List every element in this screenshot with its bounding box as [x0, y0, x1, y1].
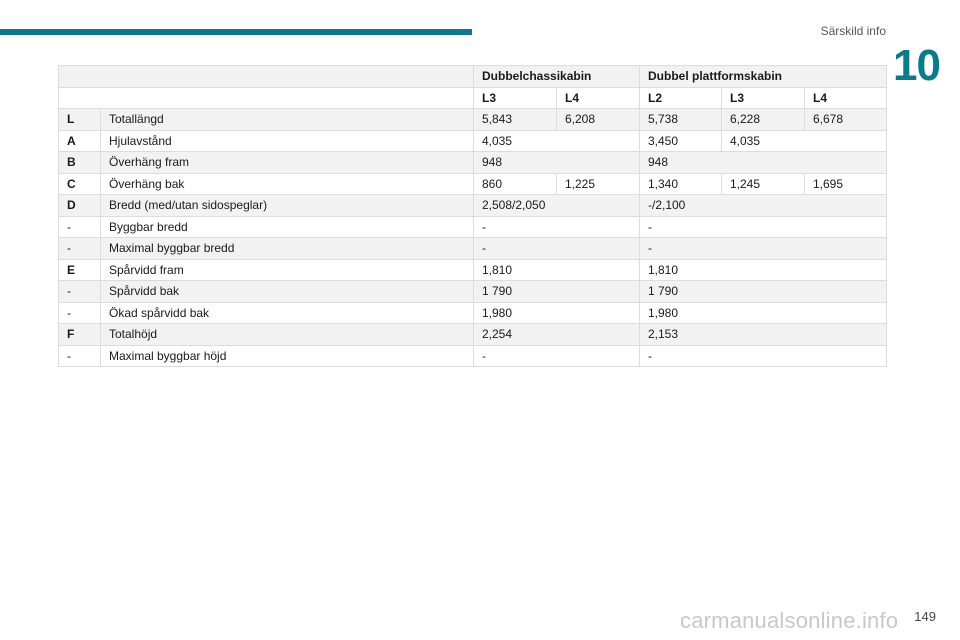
- table-cell: 2,153: [640, 324, 887, 346]
- row-label: Spårvidd fram: [101, 259, 474, 281]
- table-cell: 6,208: [557, 109, 640, 131]
- table-cell: -/2,100: [640, 195, 887, 217]
- row-label: Överhäng fram: [101, 152, 474, 174]
- table-cell: -: [640, 345, 887, 367]
- table-cell: 2,508/2,050: [474, 195, 640, 217]
- row-label: Spårvidd bak: [101, 281, 474, 303]
- sub-header-cell: L3: [722, 87, 805, 109]
- table-row: [59, 259, 887, 281]
- table-row: [59, 238, 887, 260]
- group-header-cell: Dubbelchassikabin: [474, 66, 640, 88]
- table-cell: 1,695: [805, 173, 887, 195]
- table-row: [59, 152, 887, 174]
- row-label: Totalhöjd: [101, 324, 474, 346]
- table-cell: -: [474, 216, 640, 238]
- table-cell: 3,450: [640, 130, 722, 152]
- sub-header-cell: L2: [640, 87, 722, 109]
- table-cell: -: [474, 238, 640, 260]
- table-cell: 948: [474, 152, 640, 174]
- table-cell: 2,254: [474, 324, 640, 346]
- table-corner-cell: [59, 66, 474, 88]
- table-cell: -: [640, 238, 887, 260]
- table-cell: -: [474, 345, 640, 367]
- table-cell: 6,228: [722, 109, 805, 131]
- table-row: [59, 324, 887, 346]
- row-code: -: [59, 302, 101, 324]
- row-code: E: [59, 259, 101, 281]
- row-code: B: [59, 152, 101, 174]
- table-cell: 1,810: [640, 259, 887, 281]
- table-cell: 4,035: [474, 130, 640, 152]
- table-cell: 948: [640, 152, 887, 174]
- sub-header-cell: L4: [805, 87, 887, 109]
- table-cell: 1 790: [474, 281, 640, 303]
- row-label: Ökad spårvidd bak: [101, 302, 474, 324]
- table-row: [59, 173, 887, 195]
- table-row: [59, 345, 887, 367]
- watermark: carmanualsonline.info: [680, 608, 899, 633]
- table-row: [59, 195, 887, 217]
- table-cell: 1,225: [557, 173, 640, 195]
- table-cell: 5,738: [640, 109, 722, 131]
- row-label: Maximal byggbar bredd: [101, 238, 474, 260]
- table-cell: -: [640, 216, 887, 238]
- row-code: -: [59, 216, 101, 238]
- dimensions-table: [58, 65, 887, 367]
- sub-header-cell: L4: [557, 87, 640, 109]
- row-code: A: [59, 130, 101, 152]
- table-row: [59, 130, 887, 152]
- table-cell: 5,843: [474, 109, 557, 131]
- table-cell: 1,340: [640, 173, 722, 195]
- section-title: Särskild info: [820, 24, 886, 38]
- table-cell: 1,810: [474, 259, 640, 281]
- row-code: -: [59, 345, 101, 367]
- table-row: [59, 302, 887, 324]
- row-label: Överhäng bak: [101, 173, 474, 195]
- table-cell: 1,245: [722, 173, 805, 195]
- table-cell: 1,980: [474, 302, 640, 324]
- table-cell: 1 790: [640, 281, 887, 303]
- page-number: 149: [914, 609, 936, 624]
- header-accent-bar: [0, 29, 472, 35]
- table-row: [59, 216, 887, 238]
- row-label: Bredd (med/utan sidospeglar): [101, 195, 474, 217]
- row-label: Byggbar bredd: [101, 216, 474, 238]
- row-code: C: [59, 173, 101, 195]
- row-code: D: [59, 195, 101, 217]
- table-group-header-row: [59, 66, 887, 88]
- table-cell: 860: [474, 173, 557, 195]
- table-corner-cell: [59, 87, 474, 109]
- row-label: Maximal byggbar höjd: [101, 345, 474, 367]
- table-sub-header-row: [59, 87, 887, 109]
- row-code: -: [59, 238, 101, 260]
- row-label: Totallängd: [101, 109, 474, 131]
- table-row: [59, 109, 887, 131]
- row-code: L: [59, 109, 101, 131]
- group-header-cell: Dubbel plattformskabin: [640, 66, 887, 88]
- table-row: [59, 281, 887, 303]
- table-cell: 6,678: [805, 109, 887, 131]
- table-cell: 1,980: [640, 302, 887, 324]
- table-cell: 4,035: [722, 130, 887, 152]
- row-code: F: [59, 324, 101, 346]
- row-code: -: [59, 281, 101, 303]
- chapter-number: 10: [893, 41, 940, 90]
- row-label: Hjulavstånd: [101, 130, 474, 152]
- sub-header-cell: L3: [474, 87, 557, 109]
